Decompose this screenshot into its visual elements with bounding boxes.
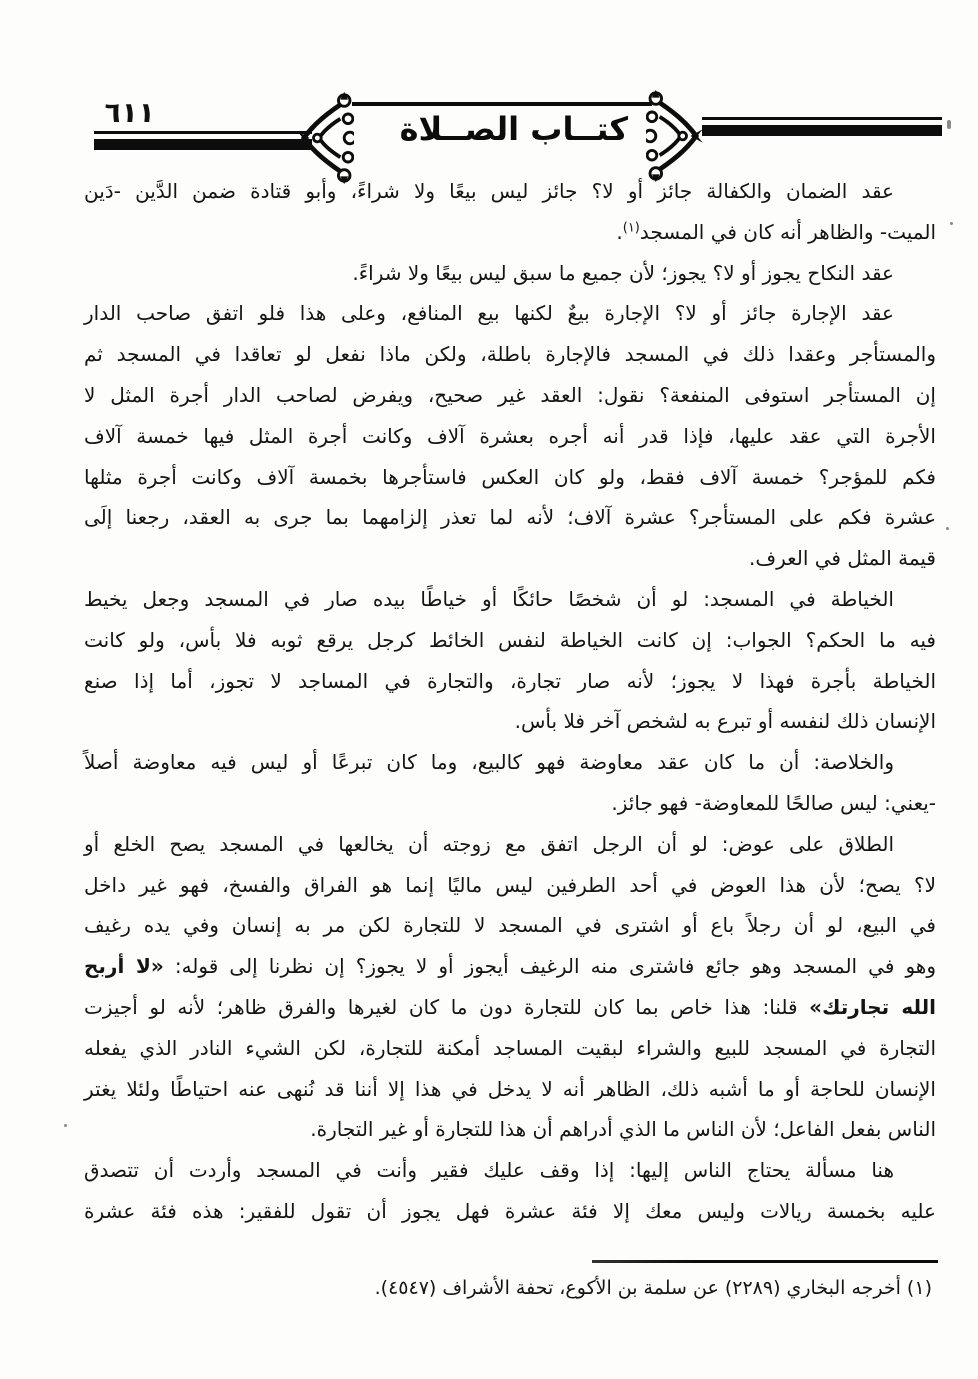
text-line: إن المستأجر استوفى المنفعة؟ نقول: العقد غير صحيح، ويفرض لصاحب الدار أجرة المثل لا [84,382,936,407]
text-line: هنا مسألة يحتاج الناس إليها: إذا وقف عليك فقير وأنت في المسجد وأردت أن تتصدق [84,1158,894,1183]
text-line: عقد النكاح يجوز أو لا؟ يجوز؛ لأن جميع ما سبق ليس بيعًا ولا شراءً. [352,260,894,285]
footnote-text: (١) أخرجه البخاري (٢٢٨٩) عن سلمة بن الأكوع، تحفة الأشراف (٤٥٤٧). [374,1277,932,1299]
text-line: الطلاق على عوض: لو أن الرجل اتفق مع زوجته أن يخالعها في المسجد يصح الخلع أو [84,831,894,856]
header-rule-right-thick [702,125,942,136]
body-text [84,171,936,1232]
text-line: والخلاصة: أن ما كان عقد معاوضة فهو كالبيع، وما كان تبرعًا أو ليس فيه معاوضة أصلاً [84,750,894,775]
header-rule-center [352,102,652,106]
scan-speck [947,120,951,129]
text-line: الناس بفعل الفاعل؛ لأن الناس ما الذي أدراهم أن هذا للتجارة أو غير التجارة. [310,1117,936,1142]
book-title: كتــاب الصــلاة [399,110,628,148]
text-line: في البيع، لو أن رجلاً باع أو اشترى في المسجد لا للتجارة لكن مر به إنسان وفي يده رغيف [84,913,936,938]
text-line: الأجرة التي عقد عليها، فإذا قدر أنه أجره بعشرة آلاف وكانت أجرة المثل فيها خمسة آلاف [84,423,936,448]
text-line: الخياطة في المسجد: لو أن شخصًا حائكًا أو خياطًا بيده صار في المسجد وجعل يخيط [84,586,894,611]
text-line: قيمة المثل في العرف. [748,546,936,571]
text-line: الله تجارتك» قلنا: هذا خاص بما كان للتجارة دون ما كان لغيرها والفرق ظاهر؛ لأنه لو أجيزت [84,994,937,1019]
text-line: فكم للمؤجر؟ خمسة آلاف فقط، ولو كان العكس فاستأجرها بخمسة آلاف وكانت أجرة مثلها [84,464,936,489]
floral-ornament-icon [646,88,704,184]
footnote-separator [592,1260,938,1263]
header-rule-left-thick [94,139,312,150]
text-line: والمستأجر وعقدا ذلك في المسجد فالإجارة باطلة، ولكن ماذا نفعل لو تعاقدا في المسجد ثم [84,342,936,367]
text-line: وهو في المسجد وهو جائع فاشترى منه الرغيف أيجوز أو لا يجوز؟ إن نظرنا إلى قوله: «لا أربح [84,954,936,979]
scan-speck [950,222,953,225]
text-line: فيه ما الحكم؟ الجواب: إن كانت الخياطة لنفس الخائط كرجل يرقع ثوبه فلا بأس، ولو كانت [84,627,936,652]
header-rule-left-thin [94,131,312,134]
text-line: عشرة فكم على المستأجر؟ عشرة آلاف؛ لأنه لما تعذر إلزامهما بما جرى به العقد، رجعنا إلَى [84,505,936,530]
text-line: الإنسان ذلك لنفسه أو تبرع به لشخص آخر فلا بأس. [514,709,936,734]
header-rule-right-thin [702,117,942,120]
text-line: الميت- والظاهر أنه كان في المسجد$^{(١)}$. [616,219,936,244]
page-number: ٦١١ [102,96,158,129]
text-line: التجارة في المسجد للبيع والشراء لبقيت المساجد أمكنة للتجارة، لكن الشيء النادر الذي يفعله [84,1035,936,1060]
text-line: عقد الإجارة جائز أو لا؟ الإجارة بيعٌ لكنها بيع المنافع، وعلى هذا فلو اتفق صاحب الدار [84,301,894,326]
text-line: لا؟ يصح؛ لأن هذا العوض في أحد الطرفين ليس ماليًا إنما هو الفراق والفسخ، فهو غير داخل [84,872,936,897]
text-line: -يعني: ليس صالحًا للمعاوضة- فهو جائز. [611,790,936,815]
scan-speck [64,1124,67,1127]
text-line: عليه بخمسة ريالات وليس معك إلا فئة عشرة فهل يجوز أن تقول للفقير: هذه فئة عشرة [84,1198,936,1223]
text-line: عقد الضمان والكفالة جائز أو لا؟ جائز ليس بيعًا ولا شراءً، وأبو قتادة ضمن الدَّين -دَين [84,179,894,203]
text-line: الخياطة بأجرة فهذا لا يجوز؛ لأنه صار تجارة، والتجارة في المساجد لا تجوز، أما إذا صنع [84,668,936,693]
scan-speck [946,527,949,530]
text-line: الإنسان للحاجة أو ما أشبه ذلك، الظاهر أنه لا يدخل في هذا إلا أننا قد نُنهى عنه احتياطًا ولئلا يغتر [84,1076,936,1101]
